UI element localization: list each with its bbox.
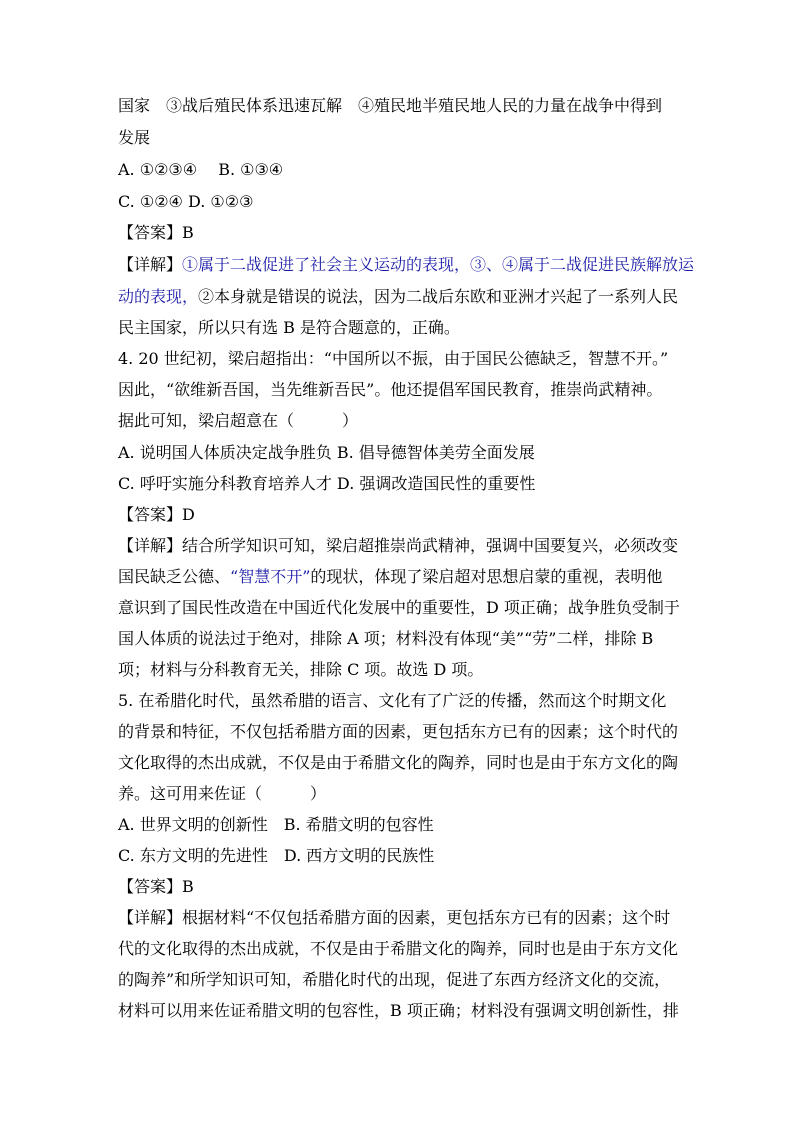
detail-text: 动的表现， <box>118 287 199 306</box>
q4-stem-line-1: 4. 20 世纪初，梁启超指出：“中国所以不振，由于国民公德缺乏，智慧不开。” <box>118 349 669 368</box>
q4-options-ab: A. 说明国人体质决定战争胜负 B. 倡导德智体美劳全面发展 <box>118 443 535 462</box>
detail-text: 根据材料“不仅包括希腊方面的因素，更包括东方已有的因素；这个时 <box>182 908 671 927</box>
q5-options-cd: C. 东方文明的先进性 D. 西方文明的民族性 <box>118 846 435 865</box>
q4-stem-line-2: 因此，“欲维新吾国，当先维新吾民”。他还提倡军国民教育，推崇尚武精神。 <box>118 380 663 399</box>
q5-options-ab: A. 世界文明的创新性 B. 希腊文明的包容性 <box>118 815 434 834</box>
q5-stem-line-1: 5. 在希腊化时代，虽然希腊的语言、文化有了广泛的传播，然而这个时期文化 <box>118 691 667 710</box>
q3-text-line-2: 发展 <box>118 128 151 147</box>
q3-answer <box>118 223 194 243</box>
q4-detail-line-2 <box>118 567 662 587</box>
detail-text: ②本身就是错误的说法，因为二战后东欧和亚洲才兴起了一系列人民 <box>198 287 679 306</box>
answer-tag: 【答案】 <box>118 877 183 896</box>
answer-value: B <box>182 877 194 896</box>
q5-stem-line-3: 文化取得的杰出成就，不仅是由于希腊文化的陶养，同时也是由于东方文化的陶 <box>118 753 679 772</box>
q4-options-cd: C. 呼吁实施分科教育培养人才 D. 强调改造国民性的重要性 <box>118 474 536 493</box>
q4-detail-line-3: 意识到了国民性改造在中国近代化发展中的重要性，D 项正确；战争胜负受制于 <box>118 598 680 617</box>
detail-tag: 【详解】 <box>118 536 183 555</box>
q5-stem-line-2: 的背景和特征，不仅包括希腊方面的因素，更包括东方已有的因素；这个时代的 <box>118 722 679 741</box>
q4-detail-line-5: 项；材料与分科教育无关，排除 C 项。故选 D 项。 <box>118 660 484 679</box>
detail-text: 国民缺乏公德、 <box>118 567 231 586</box>
q3-detail-line-3: 民主国家，所以只有选 B 是符合题意的，正确。 <box>118 318 460 337</box>
q4-stem-line-3: 据此可知，梁启超意在（ ） <box>118 411 359 430</box>
detail-text: 的现状，体现了梁启超对思想启蒙的重视，表明他 <box>310 567 663 586</box>
answer-tag: 【答案】 <box>118 505 183 524</box>
detail-text: ①属于二战促进了社会主义运动的表现，③、④属于二战促进民族解放运 <box>182 255 695 274</box>
q4-detail-line-4: 国人体质的说法过于绝对，排除 A 项；材料没有体现“美”“劳”二样，排除 B <box>118 629 654 648</box>
detail-tag: 【详解】 <box>118 908 183 927</box>
q5-detail-line-2: 代的文化取得的杰出成就，不仅是由于希腊文化的陶养，同时也是由于东方文化 <box>118 939 679 958</box>
q3-options-cd: C. ①②④ D. ①②③ <box>118 192 254 211</box>
q5-detail-line-1 <box>118 908 670 928</box>
q3-text-line-1: 国家 ③战后殖民体系迅速瓦解 ④殖民地半殖民地人民的力量在战争中得到 <box>118 96 663 115</box>
detail-text: “智慧不开” <box>230 567 311 586</box>
q3-options-ab: A. ①②③④ B. ①③④ <box>118 160 284 179</box>
detail-text: 结合所学知识可知，梁启超推崇尚武精神，强调中国要复兴，必须改变 <box>182 536 679 555</box>
answer-value: D <box>182 505 195 524</box>
q5-detail-line-3: 的陶养”和所学知识可知，希腊化时代的出现，促进了东西方经济文化的交流， <box>118 970 671 989</box>
q5-answer <box>118 877 194 897</box>
answer-tag: 【答案】 <box>118 223 183 242</box>
detail-tag: 【详解】 <box>118 255 183 274</box>
q4-detail-line-1 <box>118 536 678 556</box>
q4-answer <box>118 505 195 525</box>
q3-detail-line-2 <box>118 287 678 307</box>
q5-stem-line-4: 养。这可用来佐证（ ） <box>118 784 327 803</box>
q3-detail-line-1 <box>118 255 694 275</box>
q5-detail-line-4: 材料可以用来佐证希腊文明的包容性，B 项正确；材料没有强调文明创新性，排 <box>118 1001 679 1020</box>
answer-value: B <box>182 223 194 242</box>
